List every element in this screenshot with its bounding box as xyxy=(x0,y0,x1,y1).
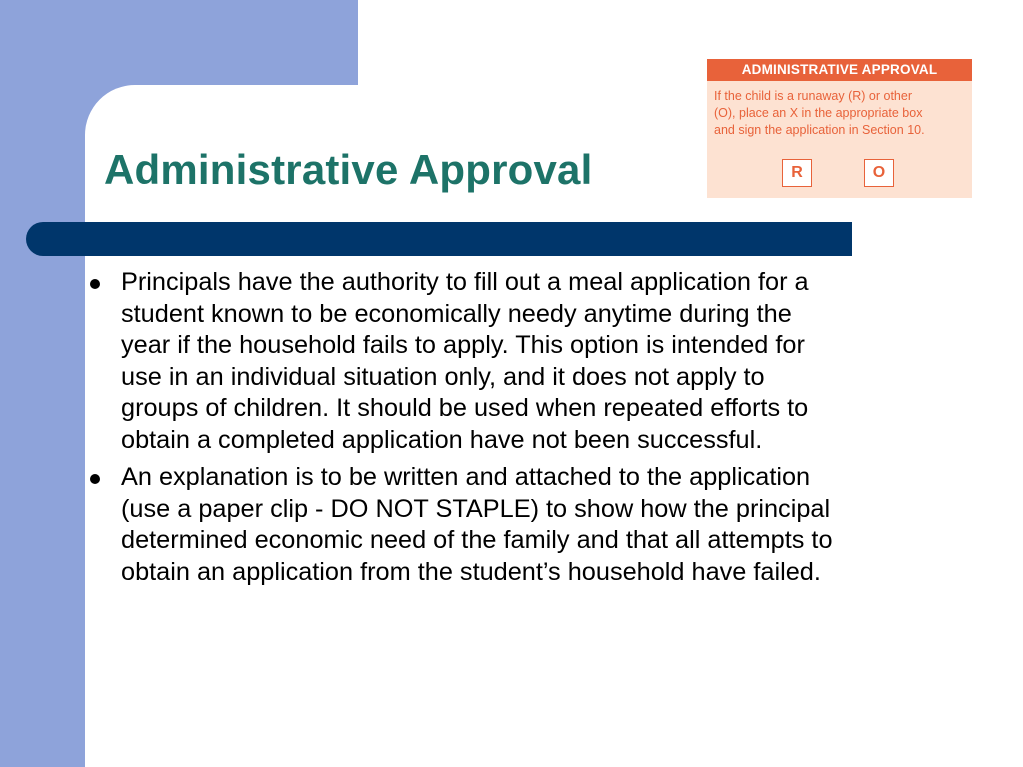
bullet-line: use in an individual situation only, and it does not apply to xyxy=(121,362,765,391)
bullet-item xyxy=(90,462,1010,588)
bullet-list xyxy=(90,267,1010,594)
administrative-approval-form-image xyxy=(707,59,972,198)
bullet-line: obtain an application from the student’s household have failed. xyxy=(121,557,821,586)
bullet-line: Principals have the authority to fill out a meal application for a xyxy=(121,268,809,296)
runaway-checkbox: R xyxy=(782,159,812,187)
bullet-line: (use a paper clip - DO NOT STAPLE) to show how the principal xyxy=(121,494,831,523)
form-header: ADMINISTRATIVE APPROVAL xyxy=(707,59,972,81)
bullet-line: An explanation is to be written and attached to the application xyxy=(121,463,811,491)
other-checkbox: O xyxy=(864,159,894,187)
divider-bar xyxy=(26,222,852,256)
bullet-line: student known to be economically needy anytime during the xyxy=(121,299,792,328)
bullet-line: groups of children. It should be used when repeated efforts to xyxy=(121,394,809,422)
form-instruction-line: If the child is a runaway (R) or other xyxy=(714,89,912,103)
form-instructions xyxy=(714,88,970,139)
bullet-line: determined economic need of the family and that all attempts to xyxy=(121,526,833,554)
slide-title: Administrative Approval xyxy=(104,146,593,193)
bullet-item xyxy=(90,267,1010,456)
form-instruction-line: (O), place an X in the appropriate box xyxy=(714,106,923,120)
bullet-icon xyxy=(90,474,100,484)
bullet-line: obtain a completed application have not been successful. xyxy=(121,425,763,454)
form-instruction-line: and sign the application in Section 10. xyxy=(714,123,925,137)
bullet-icon xyxy=(90,279,100,289)
bullet-line: year if the household fails to apply. This option is intended for xyxy=(121,331,805,359)
